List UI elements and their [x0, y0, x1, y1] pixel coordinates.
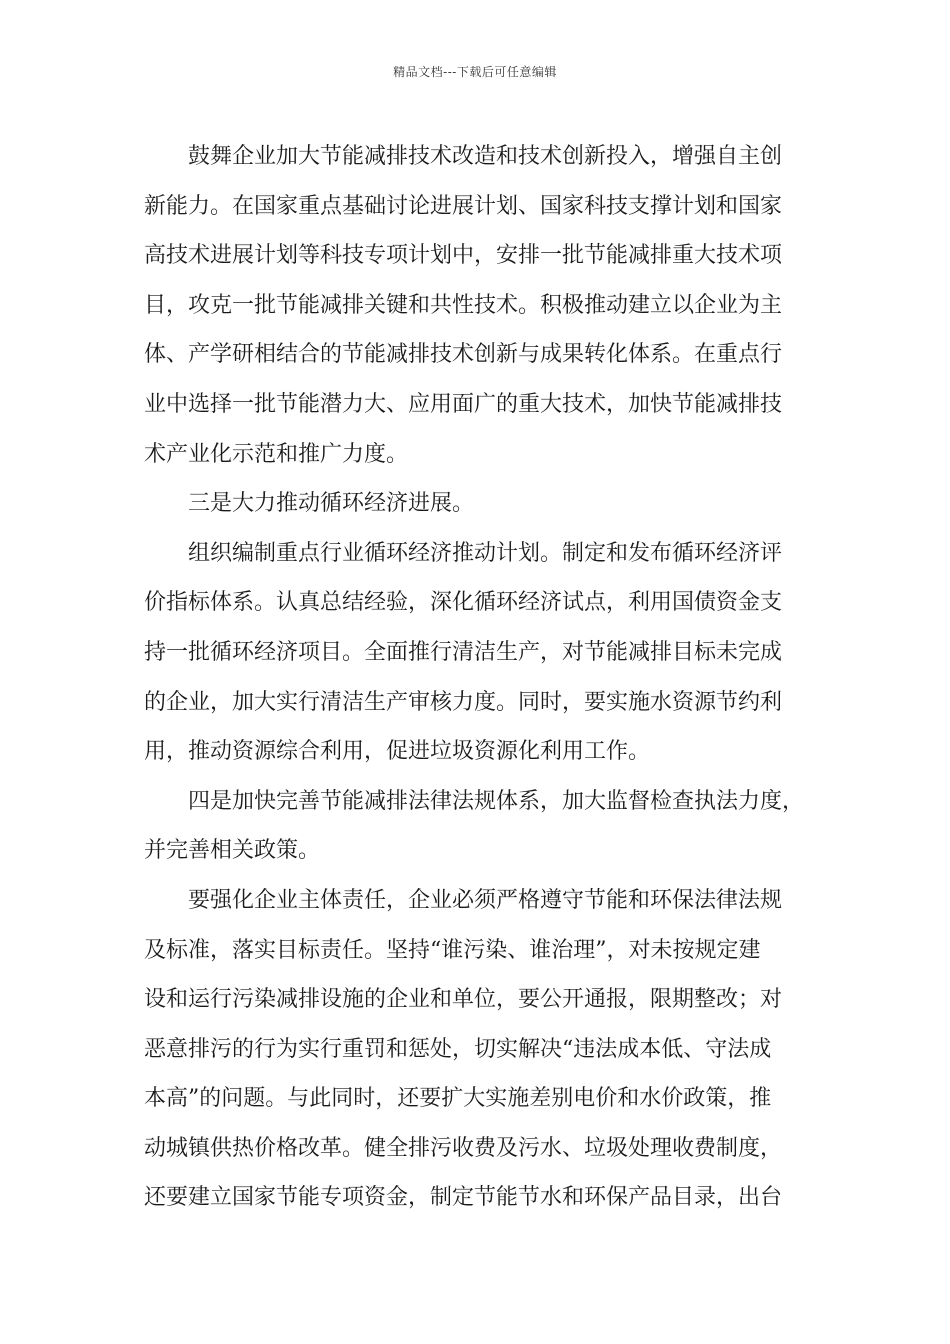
- section-heading: 并完善相关政策。: [144, 838, 321, 864]
- paragraph-heading-legal-system: [144, 777, 808, 876]
- section-heading: 四是加快完善节能减排法律法规体系，加大监督检查执法力度，: [188, 788, 805, 814]
- text-line: 新能力。在国家重点基础讨论进展计划、国家科技支撑计划和国家: [144, 193, 783, 219]
- text-line: 鼓舞企业加大节能减排技术改造和技术创新投入，增强自主创: [188, 144, 783, 169]
- paragraph-enterprise-responsibility: [144, 876, 808, 1223]
- text-line: 恶意排污的行为实行重罚和惩处，切实解决“违法成本低、守法成: [144, 1036, 772, 1062]
- text-line: 高技术进展计划等科技专项计划中，安排一批节能减排重大技术项: [144, 243, 783, 269]
- text-line: 体、产学研相结合的节能减排技术创新与成果转化体系。在重点行: [144, 342, 783, 368]
- text-line: 术产业化示范和推广力度。: [144, 441, 409, 467]
- section-heading: 三是大力推动循环经济进展。: [188, 491, 475, 517]
- text-line: 用，推动资源综合利用，促进垃圾资源化利用工作。: [144, 739, 651, 765]
- text-line: 本高”的问题。与此同时，还要扩大实施差别电价和水价政策，推: [144, 1086, 772, 1112]
- paragraph-tech-innovation: [144, 132, 808, 479]
- document-body: [144, 132, 808, 1223]
- text-line: 目，攻克一批节能减排关键和共性技术。积极推动建立以企业为主: [144, 292, 783, 318]
- text-line: 组织编制重点行业循环经济推动计划。制定和发布循环经济评: [188, 540, 783, 566]
- text-line: 的企业，加大实行清洁生产审核力度。同时，要实施水资源节约利: [144, 689, 783, 715]
- paragraph-circular-economy: [144, 529, 808, 777]
- text-line: 要强化企业主体责任，企业必须严格遵守节能和环保法律法规: [188, 887, 783, 913]
- paragraph-heading-circular-economy: [144, 479, 808, 529]
- text-line: 设和运行污染减排设施的企业和单位，要公开通报，限期整改；对: [144, 987, 783, 1013]
- text-line: 价指标体系。认真总结经验，深化循环经济试点，利用国债资金支: [144, 590, 783, 616]
- text-line: 及标准，落实目标责任。坚持“谁污染、谁治理”，对未按规定建: [144, 937, 761, 963]
- page-header: 精品文档---下载后可任意编辑: [393, 65, 557, 79]
- text-line: 还要建立国家节能专项资金，制定节能节水和环保产品目录，出台: [144, 1185, 783, 1211]
- text-line: 持一批循环经济项目。全面推行清洁生产，对节能减排目标未完成: [144, 639, 783, 665]
- text-line: 业中选择一批节能潜力大、应用面广的重大技术，加快节能减排技: [144, 391, 783, 417]
- text-line: 动城镇供热价格改革。健全排污收费及污水、垃圾处理收费制度，: [144, 1135, 783, 1161]
